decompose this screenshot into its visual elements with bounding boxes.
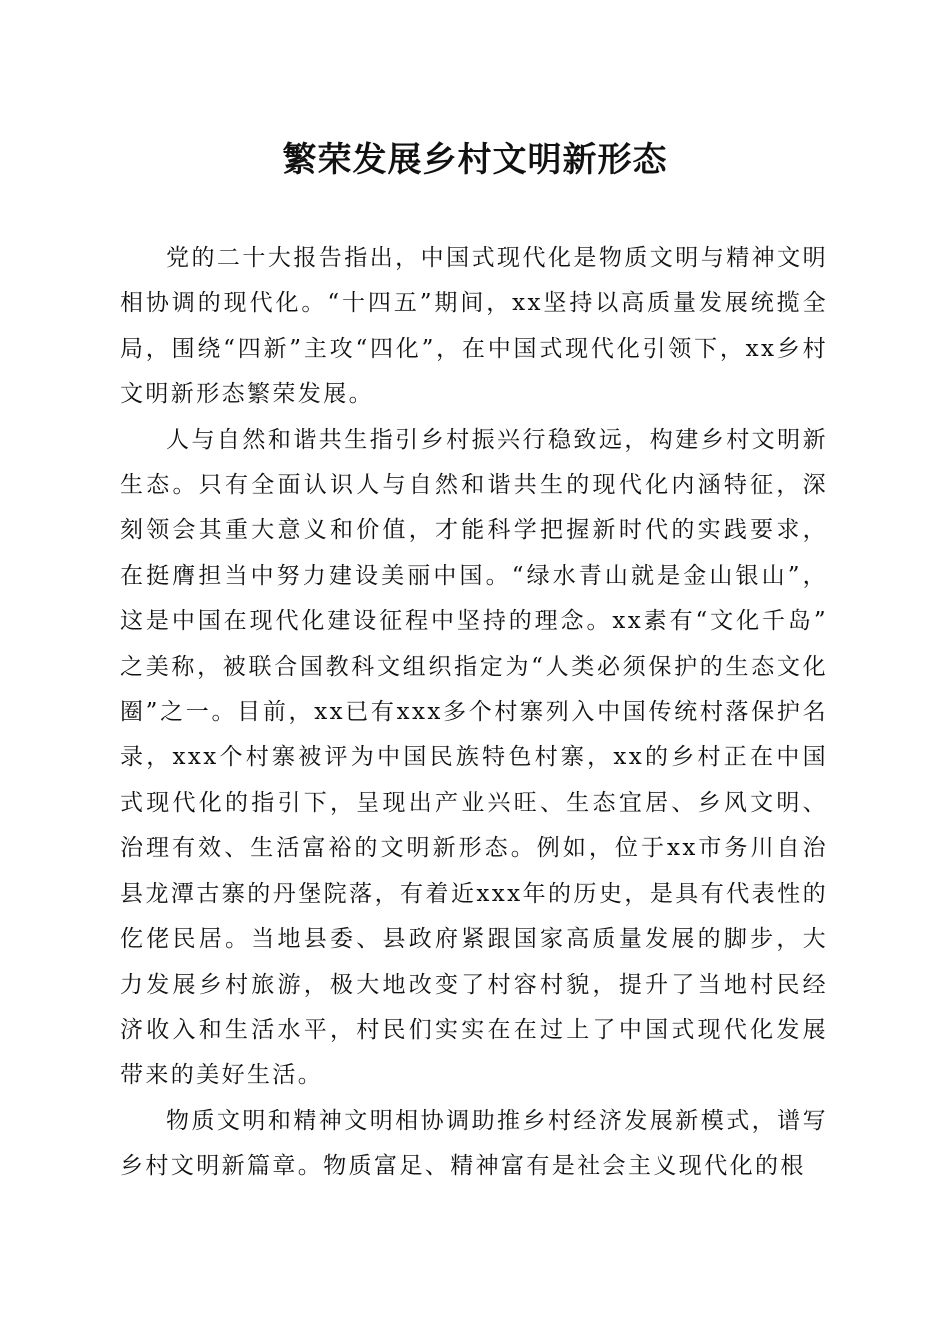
paragraph-economy: 物质文明和精神文明相协调助推乡村经济发展新模式，谱写乡村文明新篇章。物质富足、精神富有是社会主义现代化的根 (120, 1107, 828, 1180)
paragraph-ecology: 人与自然和谐共生指引乡村振兴行稳致远，构建乡村文明新生态。只有全面认识人与自然和谐共生的现代化内涵特征，深刻领会其重大意义和价值，才能科学把握新时代的实践要求，在挺膺担当中努力建设美丽中国。“绿水青山就是金山银山”，这是中国在现代化建设征程中坚持的理念。xx素有“文化千岛”之美称，被联合国教科文组织指定为“人类必须保护的生态文化圈”之一。目前，xx已有xxx多个村寨列入中国传统村落保护名录，xxx个村寨被评为中国民族特色村寨，xx的乡村正在中国式现代化的指引下，呈现出产业兴旺、生态宜居、乡风文明、治理有效、生活富裕的文明新形态。例如，位于xx市务川自治县龙潭古寨的丹堡院落，有着近xxx年的历史，是具有代表性的仡佬民居。当地县委、县政府紧跟国家高质量发展的脚步，大力发展乡村旅游，极大地改变了村容村貌，提升了当地村民经济收入和生活水平，村民们实实在在过上了中国式现代化发展带来的美好生活。 (120, 426, 828, 1089)
paragraph-intro: 党的二十大报告指出，中国式现代化是物质文明与精神文明相协调的现代化。“十四五”期间，xx坚持以高质量发展统揽全局，围绕“四新”主攻“四化”，在中国式现代化引领下，xx乡村文明新形态繁荣发展。 (120, 245, 828, 408)
document-body (120, 236, 828, 1190)
document-title: 繁荣发展乡村文明新形态 (282, 140, 668, 180)
